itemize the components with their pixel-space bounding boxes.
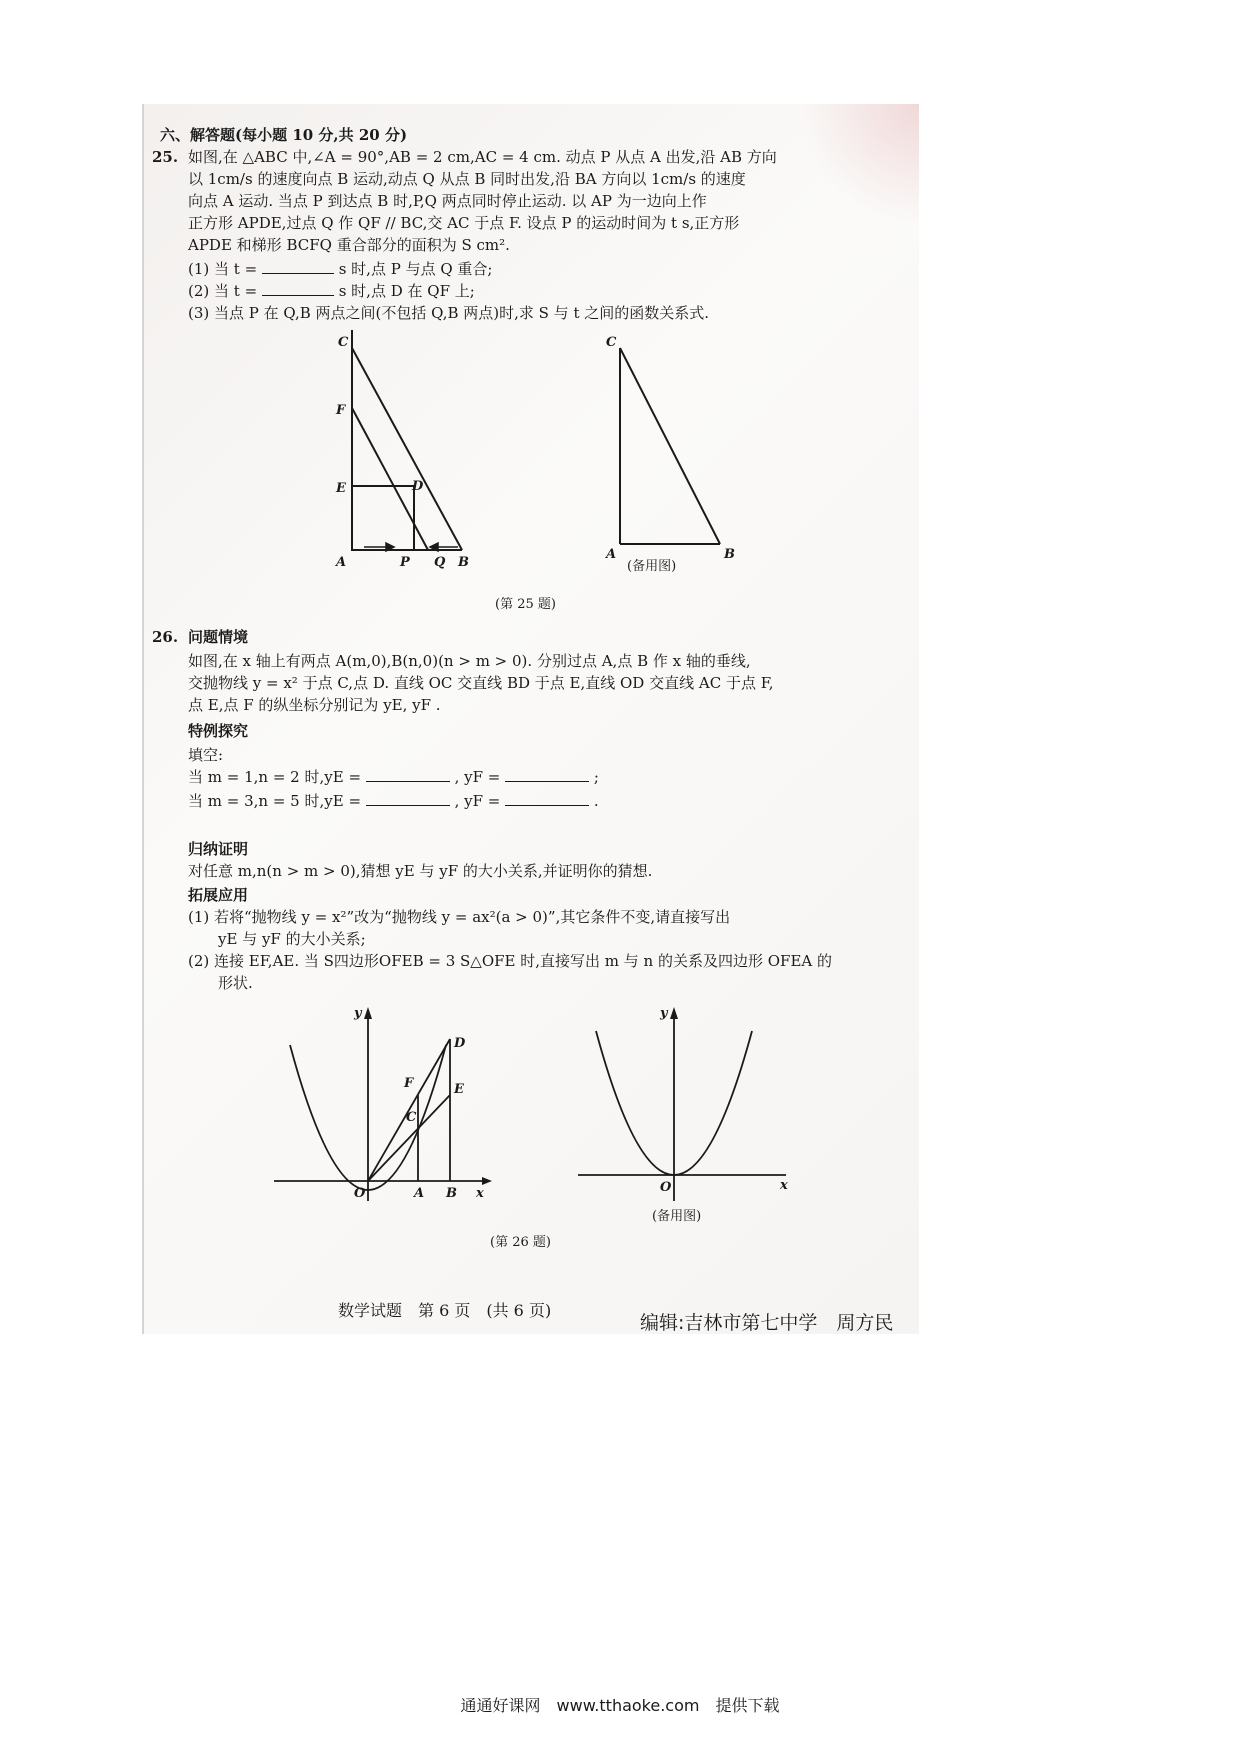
q25-part1 (188, 258, 492, 280)
line-oe (368, 1095, 450, 1181)
page-footer: 数学试题 第 6 页 (共 6 页) (338, 1301, 552, 1320)
spare-label-b: B (724, 547, 735, 562)
q26-spare-label: (备用图) (652, 1209, 702, 1224)
ext1-line1: (1) 若将“抛物线 y = x²”改为“抛物线 y = ax²(a > 0)”,其它条件不变,请直接写出 (188, 908, 731, 926)
label-c: C (406, 1110, 417, 1125)
label-o: O (354, 1186, 366, 1201)
q25-part3: (3) 当点 P 在 Q,B 两点之间(不包括 Q,B 两点)时,求 S 与 t 之间的函数关系式. (188, 304, 710, 322)
q25-spare-figure (590, 330, 740, 562)
label-q: Q (434, 555, 446, 570)
answer-blank[interactable] (262, 281, 334, 296)
download-credit: 通通好课网 www.tthaoke.com 提供下载 (460, 1696, 780, 1715)
case2-prefix: 当 m = 3,n = 5 时,yE = (188, 792, 362, 810)
square-apde (352, 486, 414, 550)
label-x: x (476, 1186, 484, 1201)
special-heading: 特例探究 (188, 722, 249, 740)
editor-credit: 编辑:吉林市第七中学 周方民 (640, 1312, 894, 1334)
y-arrow (364, 1007, 372, 1019)
q26-line: 如图,在 x 轴上有两点 A(m,0),B(n,0)(n > m > 0). 分别过点 A,点 B 作 x 轴的垂线, (188, 652, 751, 670)
q25-figure (320, 330, 480, 570)
q26-line: 交抛物线 y = x² 于点 C,点 D. 直线 OC 交直线 BD 于点 E,直线 OD 交直线 AC 于点 F, (188, 674, 774, 692)
label-b: B (458, 555, 469, 570)
q25-line: 以 1cm/s 的速度向点 B 运动,动点 Q 从点 B 同时出发,沿 BA 方向以 1cm/s 的速度 (188, 170, 746, 188)
q25-part1-suffix: s 时,点 P 与点 Q 重合; (338, 260, 493, 278)
answer-blank-ye1[interactable] (366, 767, 450, 782)
q25-part2-prefix: (2) 当 t = (188, 282, 258, 300)
label-p: P (400, 555, 410, 570)
label-e: E (336, 481, 346, 496)
answer-blank-yf2[interactable] (505, 791, 589, 806)
spare-label-a: A (606, 547, 617, 562)
label-a: A (336, 555, 347, 570)
answer-blank-ye2[interactable] (366, 791, 450, 806)
ext2-line1: (2) 连接 EF,AE. 当 S四边形OFEB = 3 S△OFE 时,直接写出 m 与 n 的关系及四边形 OFEA 的 (188, 952, 833, 970)
answer-blank[interactable] (262, 259, 334, 274)
label-d: D (412, 479, 424, 494)
label-f: F (336, 403, 346, 418)
extend-heading: 拓展应用 (188, 886, 249, 904)
q25-part2 (188, 280, 475, 302)
label-d: D (454, 1036, 466, 1051)
section-title: 六、解答题(每小题 10 分,共 20 分) (160, 126, 408, 144)
label-f: F (404, 1076, 414, 1091)
spare-label-x: x (780, 1178, 788, 1193)
label-y: y (354, 1006, 362, 1021)
q26-line: 点 E,点 F 的纵坐标分别记为 yE, yF . (188, 696, 441, 714)
q25-line: 向点 A 运动. 当点 P 到达点 B 时,P,Q 两点同时停止运动. 以 AP 为一边向上作 (188, 192, 707, 210)
q26-spare-figure (574, 1005, 804, 1205)
induct-text: 对任意 m,n(n > m > 0),猜想 yE 与 yF 的大小关系,并证明你的猜想. (188, 862, 653, 880)
label-a: A (414, 1186, 425, 1201)
ext1-line2: yE 与 yF 的大小关系; (218, 930, 366, 948)
case1-end: ; (593, 768, 599, 786)
case1 (188, 766, 599, 788)
q25-part1-prefix: (1) 当 t = (188, 260, 258, 278)
q25-spare-label: (备用图) (627, 559, 677, 574)
q26-heading: 问题情境 (188, 628, 249, 646)
side-bc (352, 348, 462, 550)
spare-label-c: C (606, 335, 617, 350)
q26-number: 26. (152, 628, 179, 646)
q25-caption: (第 25 题) (495, 597, 556, 612)
case2 (188, 790, 599, 812)
label-c: C (338, 335, 349, 350)
q25-part2-suffix: s 时,点 D 在 QF 上; (338, 282, 475, 300)
spare-label-o: O (660, 1180, 672, 1195)
fill-label: 填空: (188, 746, 224, 764)
ext2-line2: 形状. (218, 974, 253, 992)
q26-caption: (第 26 题) (490, 1235, 551, 1250)
q25-line: APDE 和梯形 BCFQ 重合部分的面积为 S cm². (188, 236, 510, 254)
spare-label-y: y (660, 1006, 668, 1021)
q25-number: 25. (152, 148, 179, 166)
q25-line: 正方形 APDE,过点 Q 作 QF // BC,交 AC 于点 F. 设点 P 的运动时间为 t s,正方形 (188, 214, 740, 232)
q25-line: 如图,在 △ABC 中,∠A = 90°,AB = 2 cm,AC = 4 cm. 动点 P 从点 A 出发,沿 AB 方向 (188, 148, 777, 166)
case2-end: . (593, 792, 599, 810)
answer-blank-yf1[interactable] (505, 767, 589, 782)
induct-heading: 归纳证明 (188, 840, 249, 858)
case1-prefix: 当 m = 1,n = 2 时,yE = (188, 768, 362, 786)
case1-mid: , yF = (454, 768, 501, 786)
q26-figure (270, 1005, 500, 1205)
case2-mid: , yF = (454, 792, 501, 810)
label-b: B (446, 1186, 457, 1201)
label-e: E (454, 1082, 464, 1097)
x-arrow (482, 1177, 492, 1185)
